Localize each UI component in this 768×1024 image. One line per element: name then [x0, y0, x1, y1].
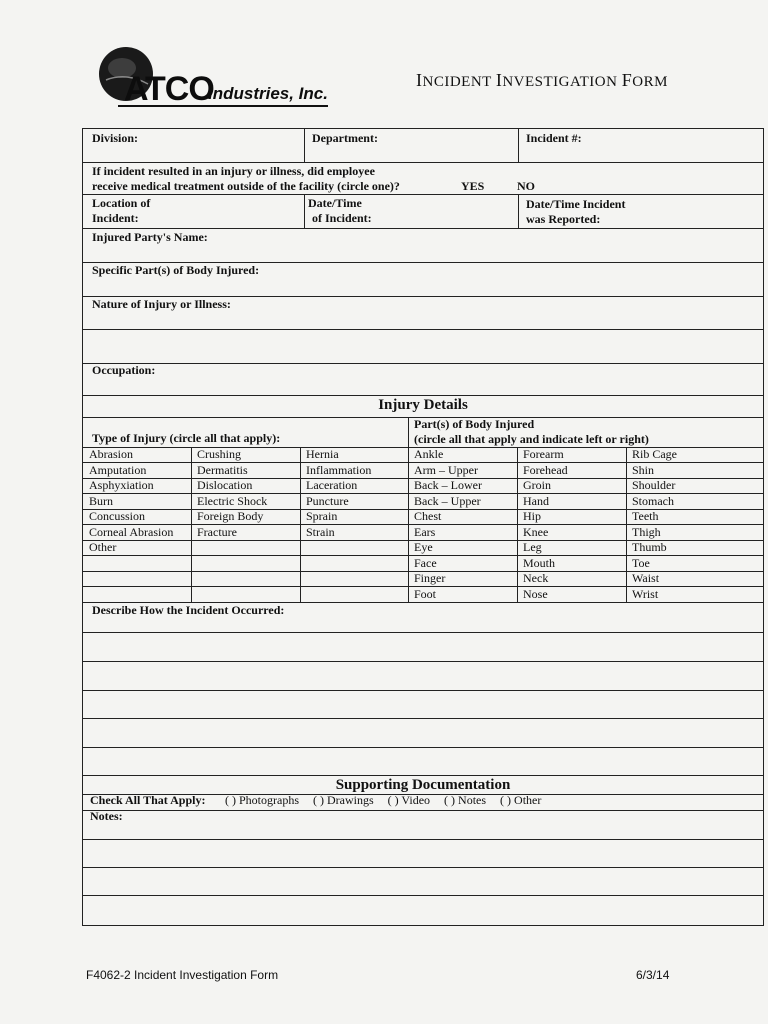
footer-form-id: F4062-2 Incident Investigation Form — [86, 968, 279, 982]
body-part-option[interactable]: Shoulder — [632, 478, 676, 492]
injury-type-option[interactable]: Electric Shock — [197, 493, 268, 508]
body-part-option[interactable]: Chest — [414, 509, 442, 523]
location-label-1: Location of — [92, 196, 151, 210]
reported-label-2: was Reported: — [526, 212, 601, 226]
body-part-option[interactable]: Back – Upper — [414, 493, 481, 508]
injury-type-option[interactable]: Dislocation — [197, 478, 253, 492]
body-part-option[interactable]: Thigh — [632, 524, 661, 539]
body-part-option[interactable]: Eye — [414, 540, 433, 554]
body-part-option[interactable]: Stomach — [632, 493, 674, 508]
body-part-option[interactable]: Rib Cage — [632, 447, 677, 461]
body-part-option[interactable]: Face — [414, 555, 437, 570]
documentation-options — [225, 793, 555, 808]
body-part-option[interactable]: Mouth — [523, 555, 556, 570]
body-part-option[interactable]: Leg — [523, 540, 542, 554]
body-part-option[interactable]: Foot — [414, 586, 437, 601]
body-part-option[interactable]: Toe — [632, 555, 650, 570]
injury-type-option[interactable]: Corneal Abrasion — [89, 524, 174, 539]
body-part-option[interactable]: Groin — [523, 478, 551, 492]
parts-header-1: Part(s) of Body Injured — [414, 417, 535, 431]
body-part-option[interactable]: Forearm — [523, 447, 564, 461]
body-part-option[interactable]: Forehead — [523, 462, 568, 477]
body-part-option[interactable]: Wrist — [632, 586, 659, 601]
documentation-option[interactable]: ( ) Video — [387, 793, 431, 807]
body-part-option[interactable]: Back – Lower — [414, 478, 482, 492]
injury-type-option[interactable]: Puncture — [306, 493, 349, 508]
notes-label: Notes: — [90, 809, 123, 823]
injury-type-option[interactable]: Abrasion — [89, 447, 133, 461]
injury-type-option[interactable]: Hernia — [306, 447, 339, 461]
body-part-option[interactable]: Hand — [523, 493, 549, 508]
documentation-option[interactable]: ( ) Drawings — [313, 793, 374, 807]
injured-name-label: Injured Party's Name: — [92, 230, 208, 244]
division-label: Division: — [92, 131, 139, 145]
medical-question-line1: If incident resulted in an injury or illness, did employee — [92, 164, 375, 178]
injury-type-option[interactable]: Concussion — [89, 509, 146, 523]
reported-label-1: Date/Time Incident — [526, 197, 626, 211]
injury-type-option[interactable]: Other — [89, 540, 117, 554]
body-part-option[interactable]: Hip — [523, 509, 541, 523]
injury-type-option[interactable]: Fracture — [197, 524, 237, 539]
occupation-label: Occupation: — [92, 363, 156, 377]
incident-number-label: Incident #: — [526, 131, 582, 145]
body-part-option[interactable]: Teeth — [632, 509, 659, 523]
injury-type-option[interactable]: Strain — [306, 524, 335, 539]
supporting-doc-heading: Supporting Documentation — [335, 777, 511, 793]
body-parts-label: Specific Part(s) of Body Injured: — [92, 263, 260, 277]
no-option[interactable]: NO — [517, 179, 535, 193]
injury-type-option[interactable]: Sprain — [306, 509, 338, 523]
body-part-option[interactable]: Arm – Upper — [414, 462, 478, 477]
injury-type-option[interactable]: Crushing — [197, 447, 242, 461]
injury-type-option[interactable]: Dermatitis — [197, 462, 248, 477]
body-part-option[interactable]: Knee — [523, 524, 549, 539]
body-part-option[interactable]: Finger — [414, 571, 446, 585]
documentation-option[interactable]: ( ) Photographs — [225, 793, 299, 807]
injury-type-option[interactable]: Inflammation — [306, 462, 372, 477]
documentation-option[interactable]: ( ) Notes — [444, 793, 487, 807]
injury-type-option[interactable]: Amputation — [89, 462, 147, 477]
injury-type-option[interactable]: Foreign Body — [197, 509, 264, 523]
injury-type-option[interactable]: Burn — [89, 493, 113, 508]
body-part-option[interactable]: Nose — [523, 586, 548, 601]
company-name: ATCO — [124, 70, 214, 108]
incident-form-table — [82, 128, 764, 926]
body-part-option[interactable]: Neck — [523, 571, 549, 585]
documentation-option[interactable]: ( ) Other — [500, 793, 542, 807]
describe-label: Describe How the Incident Occurred: — [92, 603, 285, 617]
nature-label: Nature of Injury or Illness: — [92, 297, 231, 311]
form-title: INCIDENT INVESTIGATION FORM — [416, 70, 668, 90]
company-suffix: Industries, Inc. — [208, 84, 328, 103]
type-of-injury-header: Type of Injury (circle all that apply): — [92, 431, 281, 445]
body-part-option[interactable]: Shin — [632, 462, 655, 477]
injury-type-option[interactable]: Asphyxiation — [89, 478, 154, 492]
location-label-2: Incident: — [92, 211, 139, 225]
injury-details-heading: Injury Details — [378, 397, 468, 413]
datetime-label-1: Date/Time — [308, 196, 362, 210]
body-part-option[interactable]: Thumb — [632, 540, 667, 554]
body-part-option[interactable]: Ears — [414, 524, 436, 539]
department-label: Department: — [312, 131, 378, 145]
yes-option[interactable]: YES — [461, 179, 485, 193]
body-part-option[interactable]: Ankle — [414, 447, 444, 461]
check-all-label: Check All That Apply: — [90, 793, 206, 807]
parts-header-2: (circle all that apply and indicate left or right) — [414, 432, 649, 446]
footer-date: 6/3/14 — [636, 968, 670, 982]
medical-question-line2: receive medical treatment outside of the facility (circle one)? — [92, 179, 400, 193]
datetime-label-2: of Incident: — [312, 211, 372, 225]
body-part-option[interactable]: Waist — [632, 571, 660, 585]
injury-type-option[interactable]: Laceration — [306, 478, 358, 492]
